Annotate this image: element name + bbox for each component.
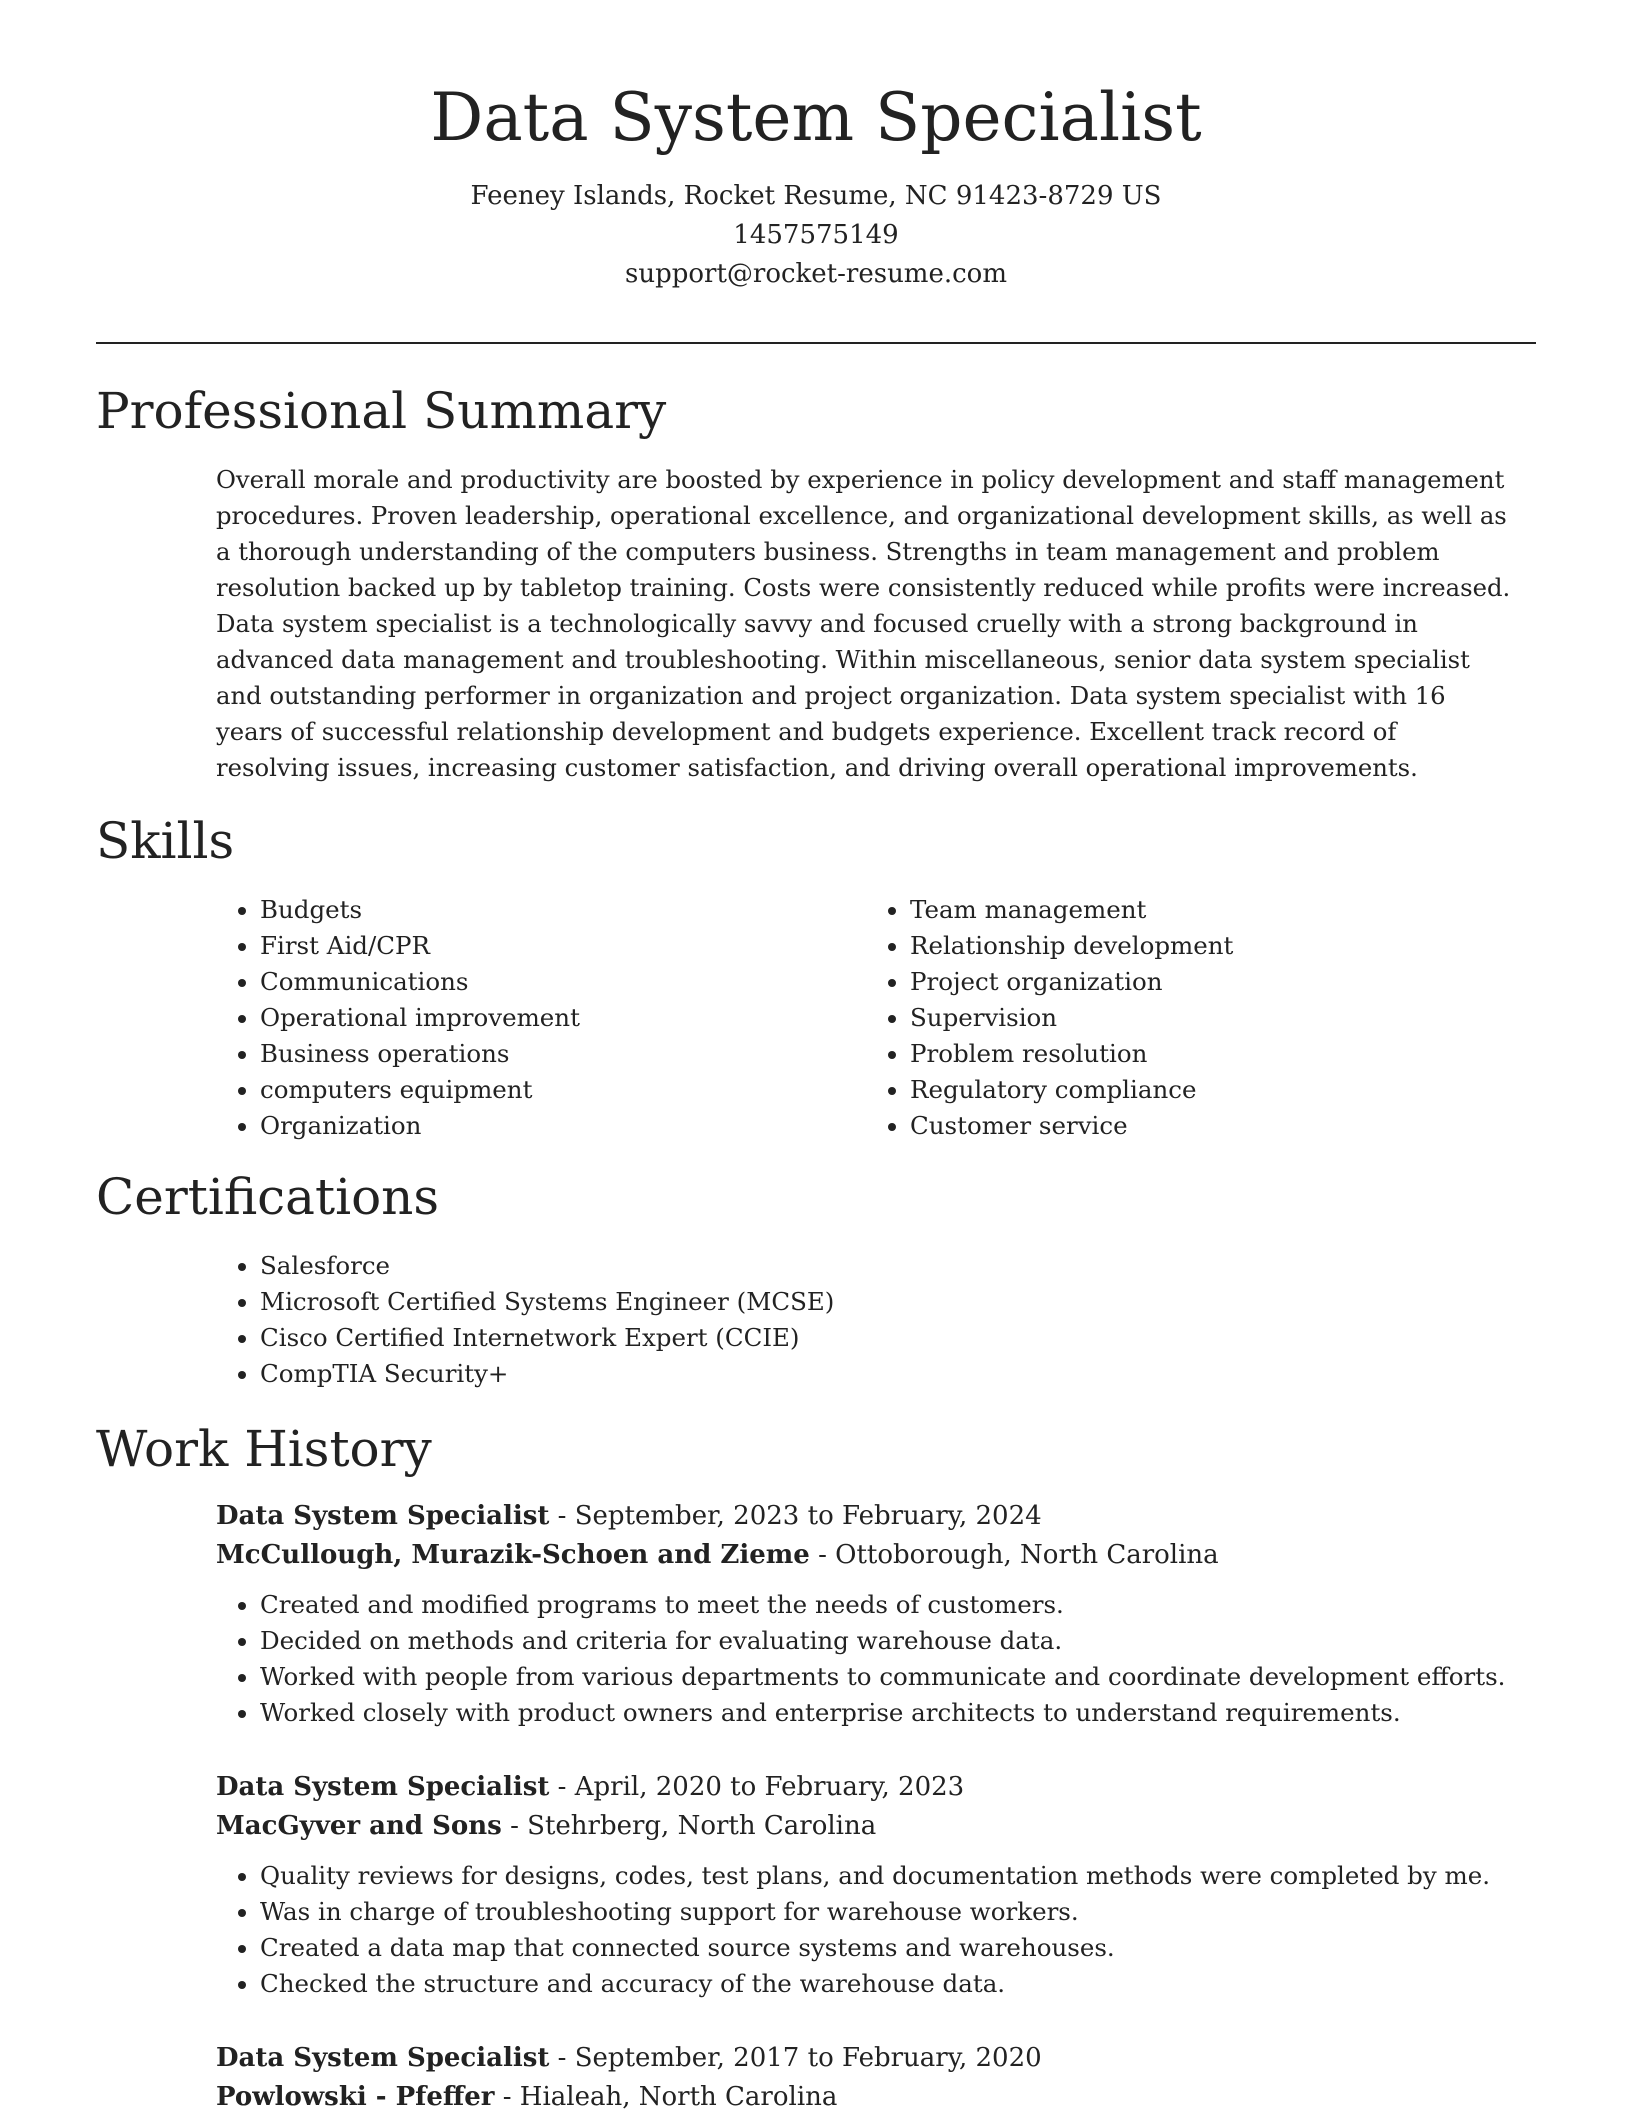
job-bullet: • Worked closely with product owners and enterprise architects to understand requirements. — [260, 1695, 1536, 1731]
skill-item: • Project organization — [910, 964, 1233, 1000]
summary-heading: Professional Summary — [96, 382, 667, 440]
skill-item: • Problem resolution — [910, 1036, 1233, 1072]
certification-item: • Salesforce — [260, 1248, 834, 1284]
skill-item: • Operational improvement — [260, 1000, 580, 1036]
job-company-line — [216, 2078, 1536, 2117]
job-title-line — [216, 1768, 1536, 1807]
job-entry — [216, 2039, 1536, 2117]
job-title: Data System Specialist — [216, 1501, 550, 1531]
candidate-name: Data System Specialist — [430, 79, 1202, 156]
contact-info — [0, 177, 1632, 294]
skill-item: • Customer service — [910, 1108, 1233, 1144]
skills-heading: Skills — [96, 812, 235, 870]
skill-item: • Regulatory compliance — [910, 1072, 1233, 1108]
job-bullet: • Decided on methods and criteria for evaluating warehouse data. — [260, 1623, 1536, 1659]
skill-item: • Relationship development — [910, 928, 1233, 964]
job-company-line — [216, 1807, 1536, 1846]
address: Feeney Islands, Rocket Resume, NC 91423-8729 US — [470, 180, 1162, 211]
resume-header — [0, 0, 1632, 294]
job-location: - Hialeah, North Carolina — [494, 2082, 838, 2112]
skill-item: • First Aid/CPR — [260, 928, 580, 964]
skill-item: • Budgets — [260, 892, 580, 928]
job-bullet: • Checked the structure and accuracy of the warehouse data. — [260, 1966, 1536, 2002]
job-bullet: • Created and modified programs to meet the needs of customers. — [260, 1587, 1536, 1623]
job-company: MacGyver and Sons — [216, 1811, 502, 1841]
header-divider — [96, 342, 1536, 344]
job-bullet: • Worked with people from various departments to communicate and coordinate development efforts. — [260, 1659, 1536, 1695]
skill-item: • Business operations — [260, 1036, 580, 1072]
job-company: Powlowski - Pfeffer — [216, 2082, 495, 2112]
job-location: - Ottoborough, North Carolina — [809, 1540, 1219, 1570]
certifications-heading: Certifications — [96, 1168, 440, 1226]
skills-left-column — [216, 892, 580, 1144]
certification-item: • Microsoft Certified Systems Engineer (MCSE) — [260, 1284, 834, 1320]
job-bullet: • Created a data map that connected source systems and warehouses. — [260, 1930, 1536, 1966]
summary-text: Overall morale and productivity are boosted by experience in policy development and staff management procedures. Proven leadership, operational excellence, and organizational development skills, as well as a thorough understanding of the computers business. Strengths in team management and problem resolution backed up by tabletop training. Costs were consistently reduced while profits were increased. Data system specialist is a technologically savvy and focused cruelly with a strong background in advanced data management and troubleshooting. Within miscellaneous, senior data system specialist and outstanding performer in organization and project organization. Data system specialist with 16 years of successful relationship development and budgets experience. Excellent track record of resolving issues, increasing customer satisfaction, and driving overall operational improvements. — [216, 465, 1511, 782]
job-dates: - September, 2023 to February, 2024 — [549, 1501, 1042, 1531]
job-dates: - April, 2020 to February, 2023 — [549, 1772, 965, 1802]
job-title-line — [216, 2039, 1536, 2078]
skill-item: • Organization — [260, 1108, 580, 1144]
skill-item: • Team management — [910, 892, 1233, 928]
job-dates: - September, 2017 to February, 2020 — [549, 2043, 1042, 2073]
skills-right-column — [866, 892, 1233, 1144]
job-title: Data System Specialist — [216, 2043, 550, 2073]
skill-item: • Supervision — [910, 1000, 1233, 1036]
job-entry — [216, 1497, 1536, 1731]
job-title-line — [216, 1497, 1536, 1536]
job-bullet: • Quality reviews for designs, codes, test plans, and documentation methods were completed by me. — [260, 1858, 1536, 1894]
skill-item: • computers equipment — [260, 1072, 580, 1108]
skill-item: • Communications — [260, 964, 580, 1000]
job-company-line — [216, 1536, 1536, 1575]
work-history-heading: Work History — [96, 1420, 432, 1478]
certifications-list — [216, 1248, 834, 1392]
email: support@rocket-resume.com — [624, 258, 1007, 289]
job-company: McCullough, Murazik-Schoen and Zieme — [216, 1540, 810, 1570]
job-bullet: • Was in charge of troubleshooting support for warehouse workers. — [260, 1894, 1536, 1930]
phone: 1457575149 — [733, 219, 899, 250]
job-location: - Stehrberg, North Carolina — [501, 1811, 877, 1841]
job-title: Data System Specialist — [216, 1772, 550, 1802]
certification-item: • CompTIA Security+ — [260, 1356, 834, 1392]
job-entry — [216, 1768, 1536, 2002]
certification-item: • Cisco Certified Internetwork Expert (CCIE) — [260, 1320, 834, 1356]
